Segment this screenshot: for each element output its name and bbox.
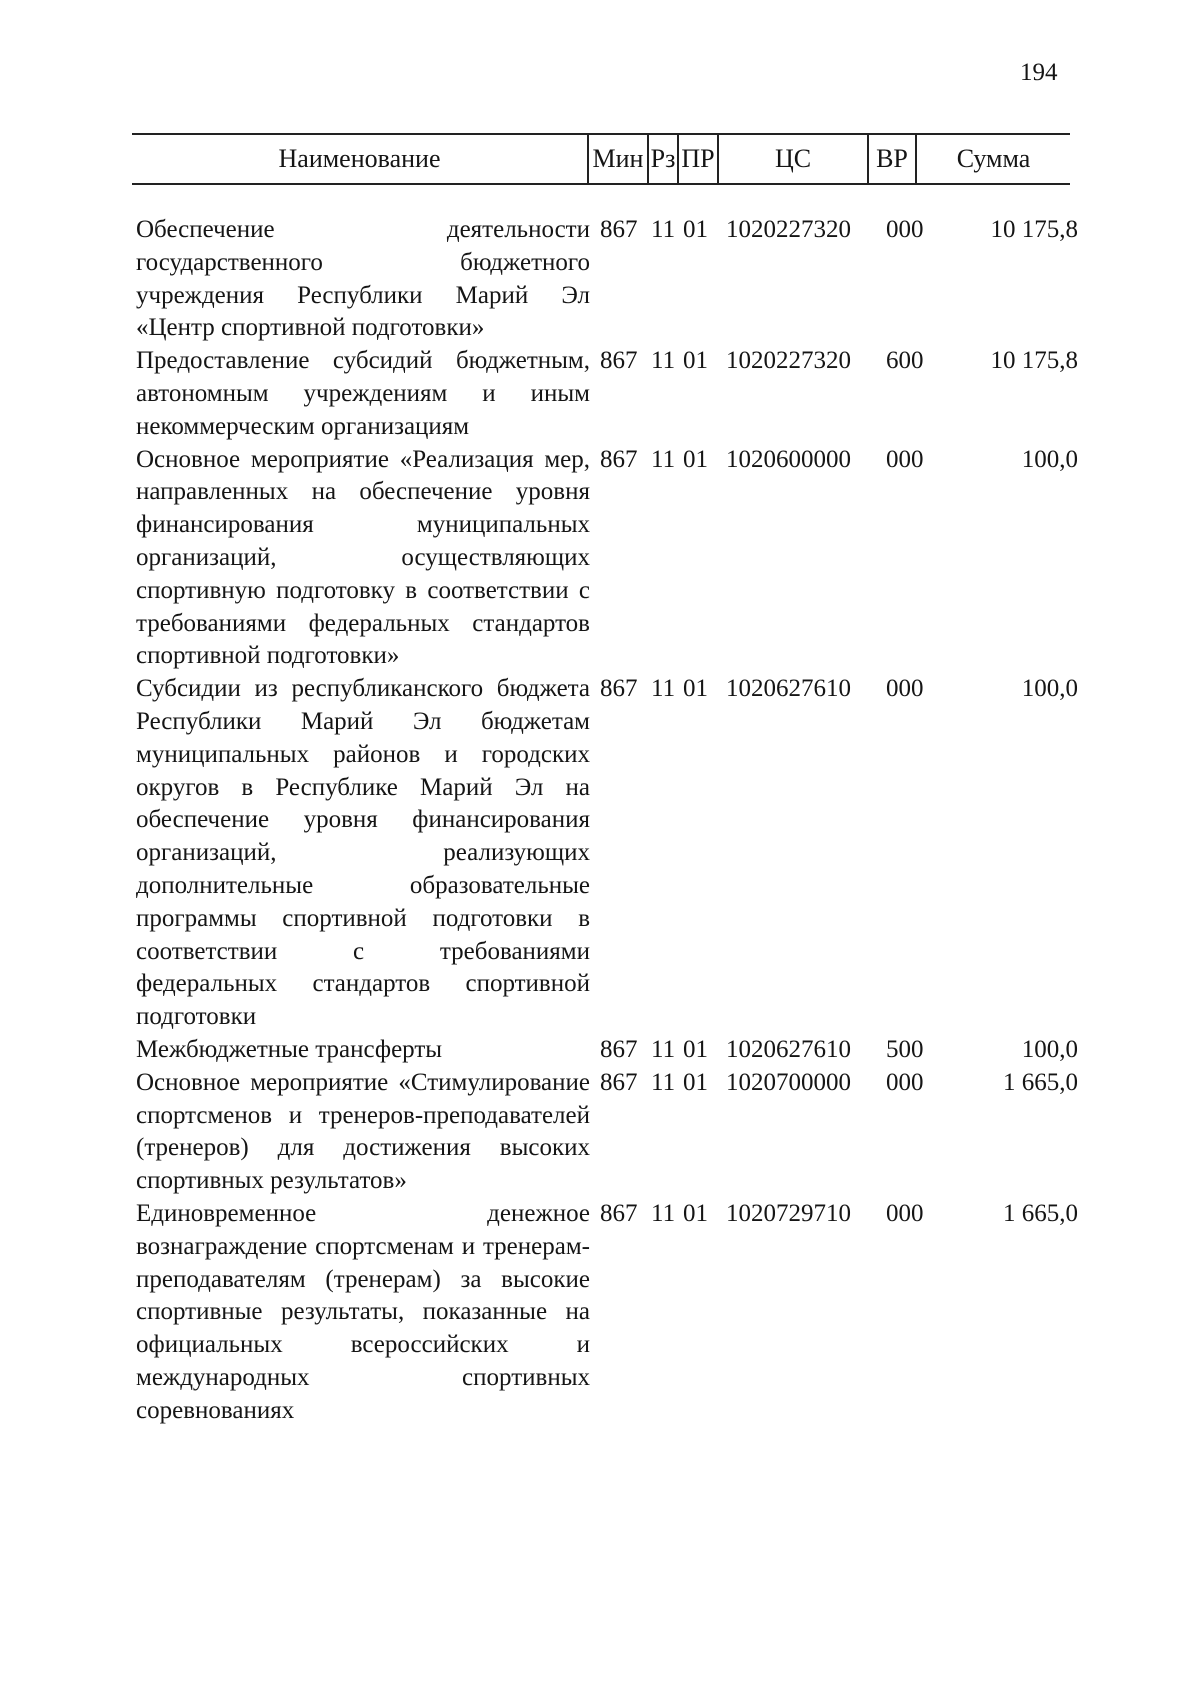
row-vr: 000 <box>886 216 924 243</box>
row-rz: 11 <box>651 1068 676 1096</box>
row-cs: 1020600000 <box>726 445 851 473</box>
row-sum: 100,0 <box>1021 445 1078 473</box>
row-cs: 1020627610 <box>726 1035 851 1063</box>
row-cs: 1020227320 <box>726 216 851 243</box>
row-rz: 11 <box>651 216 676 243</box>
row-sum: 100,0 <box>1021 675 1078 703</box>
row-cs: 1020627610 <box>726 675 851 703</box>
row-vr: 600 <box>886 347 924 375</box>
header-sum: Сумма <box>956 144 1031 173</box>
header-pr: ПР <box>677 135 717 183</box>
row-min: 867 <box>600 347 638 375</box>
table-row <box>0 214 1200 345</box>
row-vr: 000 <box>886 1068 924 1096</box>
table-body <box>0 214 1200 1427</box>
header-name: Наименование <box>278 144 441 173</box>
row-vr: 000 <box>886 675 924 703</box>
row-name: Межбюджетные трансферты <box>136 1035 443 1063</box>
header-cs: ЦС <box>717 135 867 183</box>
row-cs: 1020700000 <box>726 1068 851 1096</box>
row-min: 867 <box>600 445 638 473</box>
row-min: 867 <box>600 675 638 703</box>
row-sum: 10 175,8 <box>990 347 1078 375</box>
row-min: 867 <box>600 1199 638 1227</box>
row-name: Основное мероприятие «Реализация мер, направленных на обеспечение уровня финансирования муниципальных организаций, осуществляющих спортивную подготовку в соответствии с требованиями федеральных стандартов спортивной подготовки» <box>136 445 590 670</box>
row-name: Единовременное денежное вознаграждение спортсменам и тренерам-преподавателям (тренерам) за высокие спортивные результаты, показанные на официальных всероссийских и международных спортивных соревнованиях <box>136 1199 590 1424</box>
row-sum: 10 175,8 <box>990 216 1078 243</box>
row-name: Обеспечение деятельности государственного бюджетного учреждения Республики Марий Эл «Центр спортивной подготовки» <box>136 216 590 342</box>
row-cs: 1020729710 <box>726 1199 851 1227</box>
header-rz: Рз <box>647 135 677 183</box>
row-vr: 000 <box>886 1199 924 1227</box>
row-sum: 100,0 <box>1021 1035 1078 1063</box>
row-rz: 11 <box>651 1035 676 1063</box>
table-row <box>0 673 1200 1034</box>
row-pr: 01 <box>683 445 708 473</box>
header-vr: ВР <box>867 135 917 183</box>
row-sum: 1 665,0 <box>1003 1068 1078 1096</box>
row-min: 867 <box>600 1035 638 1063</box>
row-name: Основное мероприятие «Стимулирование спортсменов и тренеров-преподавателей (тренеров) для достижения высоких спортивных результатов» <box>136 1068 590 1195</box>
row-min: 867 <box>600 1068 638 1096</box>
row-cs: 1020227320 <box>726 347 851 375</box>
row-vr: 000 <box>886 445 924 473</box>
row-rz: 11 <box>651 445 676 473</box>
row-pr: 01 <box>683 216 708 243</box>
table-row <box>0 444 1200 674</box>
row-pr: 01 <box>683 675 708 703</box>
table-header <box>132 133 1070 185</box>
row-pr: 01 <box>683 1068 708 1096</box>
table-row <box>0 1198 1200 1428</box>
row-vr: 500 <box>886 1035 924 1063</box>
table-row <box>0 1034 1200 1067</box>
header-min: Мин <box>587 135 647 183</box>
table-row <box>0 345 1200 443</box>
row-rz: 11 <box>651 675 676 703</box>
row-rz: 11 <box>651 347 676 375</box>
row-name: Субсидии из республиканского бюджета Республики Марий Эл бюджетам муниципальных районов и городских округов в Республике Марий Эл на обеспечение уровня финансирования организаций, реализующих дополнительные образовательные программы спортивной подготовки в соответствии с требованиями федеральных стандартов спортивной подготовки <box>136 675 590 1031</box>
row-min: 867 <box>600 216 638 243</box>
row-pr: 01 <box>683 1199 708 1227</box>
table-row <box>0 1067 1200 1198</box>
row-pr: 01 <box>683 1035 708 1063</box>
row-name: Предоставление субсидий бюджетным, автономным учреждениям и иным некоммерческим организациям <box>136 347 590 440</box>
row-rz: 11 <box>651 1199 676 1227</box>
row-sum: 1 665,0 <box>1003 1199 1078 1227</box>
page-number: 194 <box>1020 59 1058 86</box>
row-pr: 01 <box>683 347 708 375</box>
